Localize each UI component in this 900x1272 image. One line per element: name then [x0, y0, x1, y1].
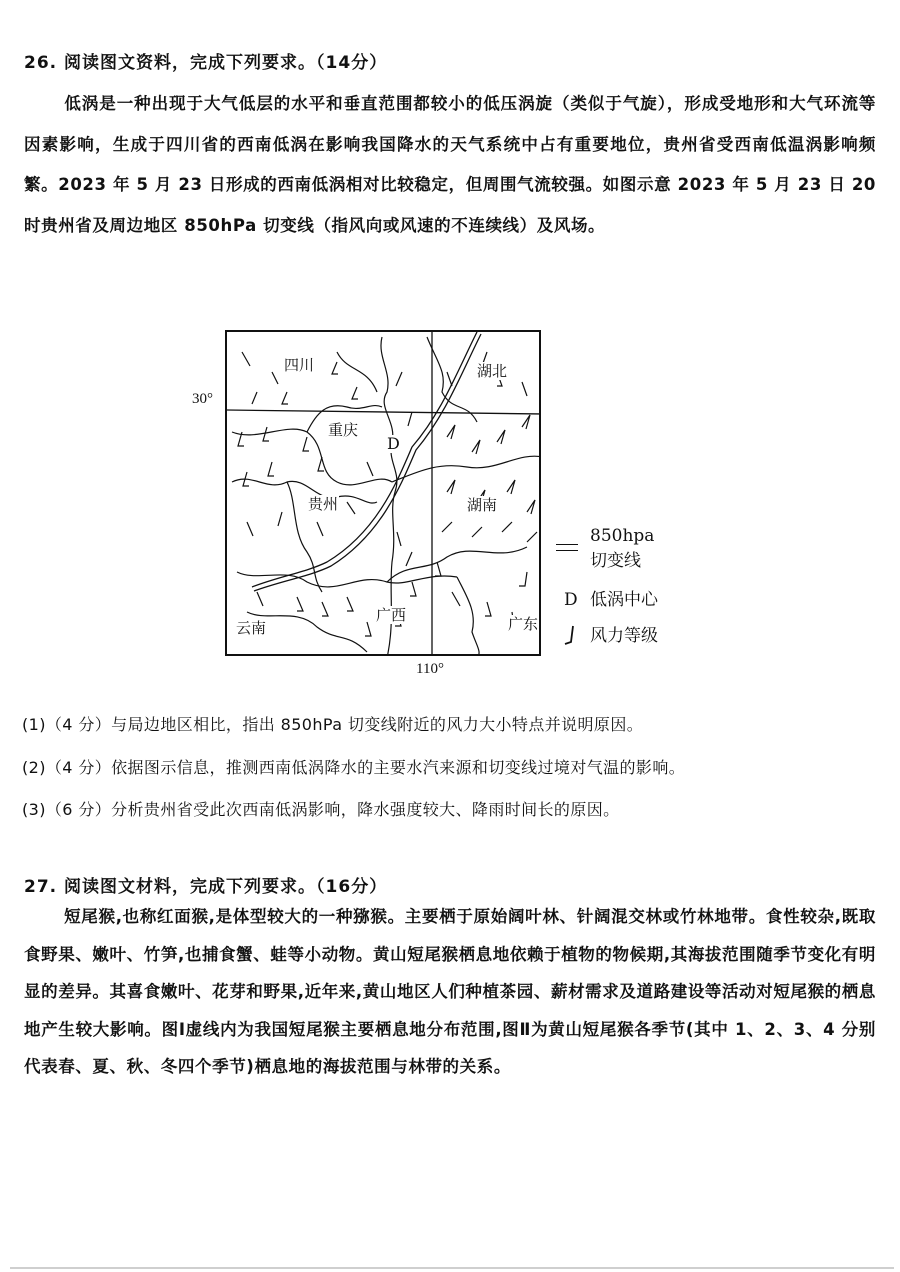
- question-27-text: 短尾猴,也称红面猴,是体型较大的一种猕猴。主要栖于原始阔叶林、针阔混交林或竹林地带。食性较杂,既取食野果、嫩叶、竹笋,也捕食蟹、蛙等小动物。黄山短尾猴栖息地依赖于植物的物候期,其海拔范围随季节变化有明显的差异。其喜食嫩叶、花芽和野果,近年来,黄山地区人们种植茶园、薪材需求及道路建设等活动对短尾猴的栖息地产生较大影响。图Ⅰ虚线内为我国短尾猴主要栖息地分布范围,图Ⅱ为黄山短尾猴各季节(其中 1、2、3、4 分别代表春、夏、秋、冬四个季节)栖息地的海拔范围与林带的关系。: [24, 907, 876, 1076]
- legend-low-center-symbol: D: [564, 590, 578, 610]
- latitude-label: 30°: [192, 391, 213, 407]
- legend-wind-barb-icon: [562, 625, 578, 647]
- question-26-title: 26. 阅读图文资料，完成下列要求。（14分）: [24, 53, 388, 73]
- question-26-paragraph: [24, 84, 876, 246]
- legend-low-center-label: 低涡中心: [590, 590, 658, 610]
- region-label-guizhou: 贵州: [308, 495, 339, 513]
- legend-shear-line-symbol: [556, 544, 578, 551]
- legend-wind-label: 风力等级: [590, 626, 658, 646]
- legend-shear-line-label-2: 切变线: [590, 551, 641, 571]
- region-label-chongqing: 重庆: [328, 421, 359, 439]
- page-bottom-rule: [10, 1267, 894, 1269]
- latitude-30-line: [227, 410, 541, 414]
- shear-line-map-figure: [190, 325, 700, 685]
- map-frame: [225, 330, 541, 656]
- question-26-text: 低涡是一种出现于大气低层的水平和垂直范围都较小的低压涡旋（类似于气旋），形成受地形和大气环流等因素影响，生成于四川省的西南低涡在影响我国降水的天气系统中占有重要地位，贵州省受西南低温涡影响频繁。2023 年 5 月 23 日形成的西南低涡相对比较稳定，但周围气流较强。如图示意 2023 年 5 月 23 日 20 时贵州省及周边地区 850hPa 切变线（指风向或风速的不连续线）及风场。: [24, 94, 876, 235]
- question-27-title: 27. 阅读图文材料，完成下列要求。（16分）: [24, 877, 388, 897]
- region-label-yunnan: 云南: [236, 619, 267, 637]
- region-label-guangxi: 广西: [376, 606, 407, 624]
- wind-barbs: [238, 352, 537, 636]
- low-center-marker: D: [387, 434, 400, 453]
- question-26-sub-2: (2)（4 分）依据图示信息，推测西南低涡降水的主要水汽来源和切变线过境对气温的影响。: [22, 758, 686, 777]
- question-27-paragraph: [24, 898, 876, 1086]
- region-label-hubei: 湖北: [477, 362, 508, 380]
- region-label-guangdong: 广东: [508, 615, 539, 633]
- region-label-sichuan: 四川: [284, 356, 315, 374]
- legend-shear-line-label-1: 850hpa: [590, 526, 655, 546]
- longitude-label: 110°: [416, 661, 444, 677]
- question-26-sub-3: (3)（6 分）分析贵州省受此次西南低涡影响，降水强度较大、降雨时间长的原因。: [22, 800, 620, 819]
- region-label-hunan: 湖南: [467, 496, 498, 514]
- question-26-sub-1: (1)（4 分）与局边地区相比，指出 850hPa 切变线附近的风力大小特点并说明原因。: [22, 715, 644, 734]
